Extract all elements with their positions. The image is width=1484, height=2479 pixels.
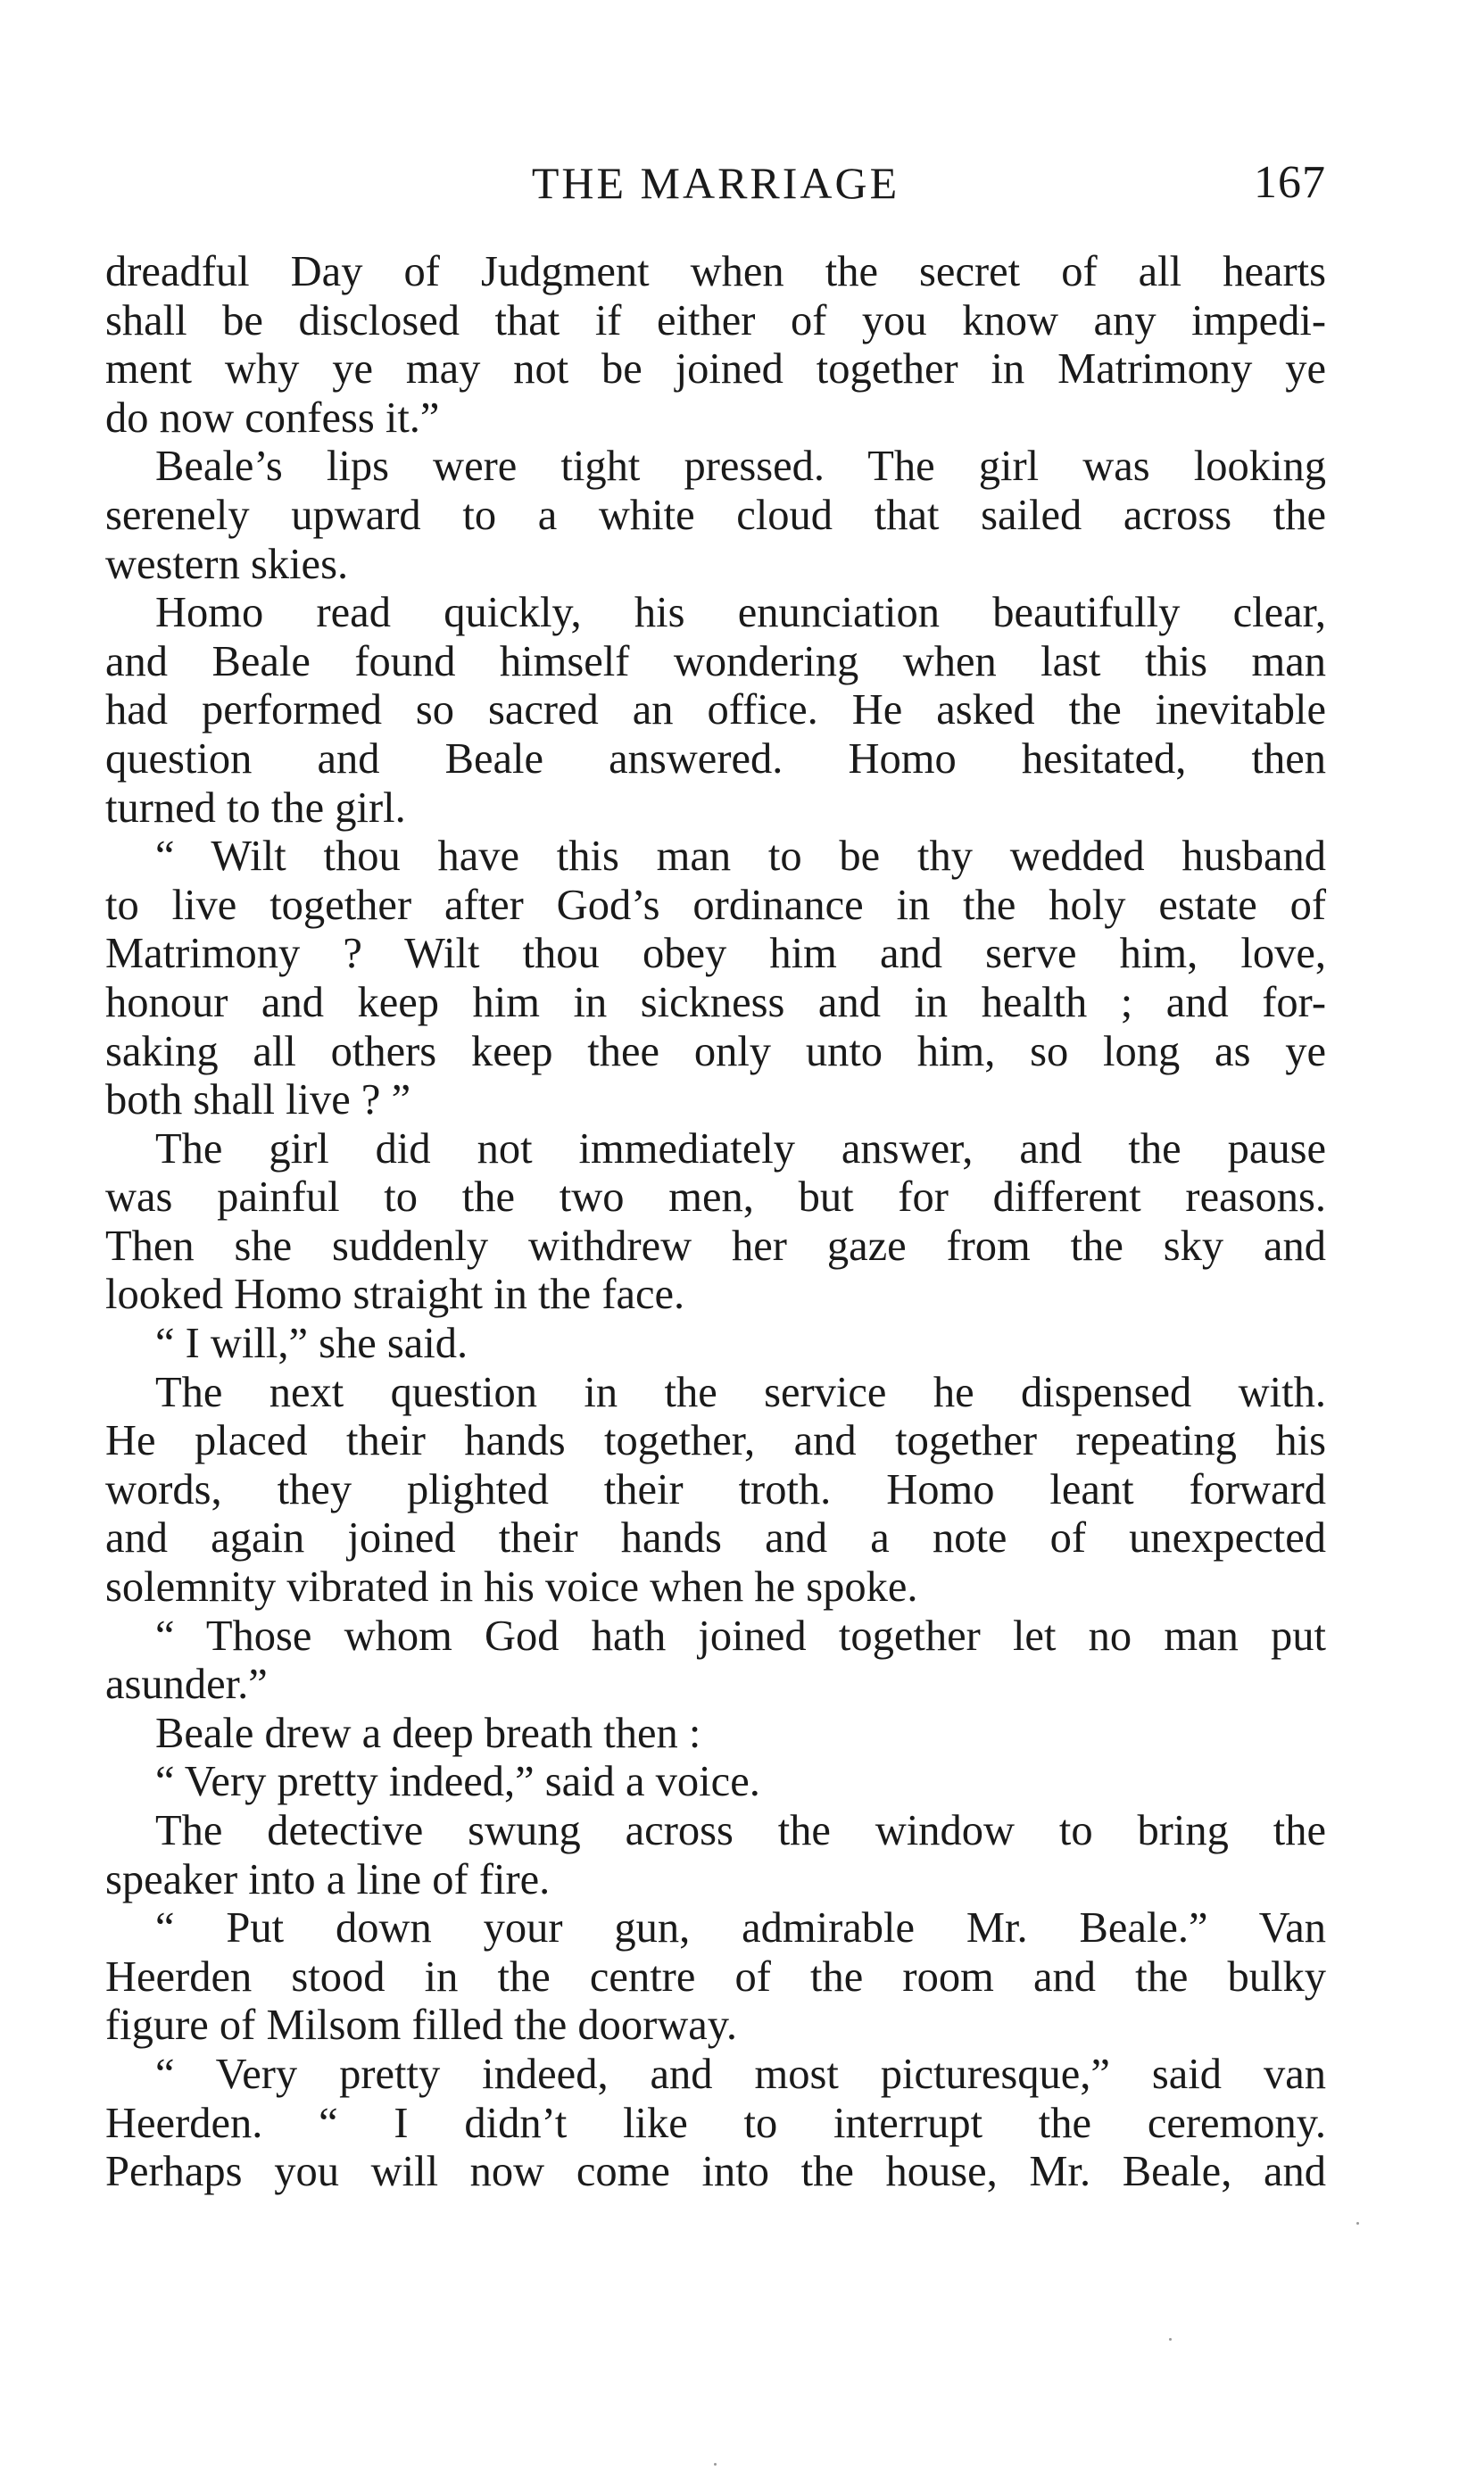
text-line: and Beale found himself wondering when last this man <box>105 637 1326 685</box>
text-line: The detective swung across the window to bring the <box>155 1807 1326 1854</box>
paper-speck <box>1356 2222 1359 2225</box>
text-line: The next question in the service he dispensed with. <box>155 1368 1326 1416</box>
text-line: figure of Milsom filled the doorway. <box>105 2002 738 2050</box>
running-head <box>105 152 1326 214</box>
text-line: Perhaps you will now come into the house, Mr. Beale, and <box>105 2148 1326 2196</box>
text-line: both shall live ? ” <box>105 1076 411 1124</box>
text-line: Heerden. “ I didn’t like to interrupt the ceremony. <box>105 2099 1326 2147</box>
text-line: western skies. <box>105 540 349 588</box>
text-line: was painful to the two men, but for different reasons. <box>105 1173 1326 1222</box>
text-line: The girl did not immediately answer, and the pause <box>155 1124 1326 1173</box>
text-line: Then she suddenly withdrew her gaze from the sky and <box>105 1222 1326 1270</box>
text-line: to live together after God’s ordinance in the holy estate of <box>105 881 1326 929</box>
text-line: dreadful Day of Judgment when the secret of all hearts <box>105 248 1326 295</box>
chapter-title: THE MARRIAGE <box>531 158 900 208</box>
text-line: He placed their hands together, and together repeating his <box>105 1417 1326 1465</box>
text-line: Heerden stood in the centre of the room and the bulky <box>105 1953 1326 2001</box>
text-line: “ Very pretty indeed, and most picturesque,” said van <box>155 2050 1326 2098</box>
text-line: turned to the girl. <box>105 783 406 832</box>
text-line: “ Very pretty indeed,” said a voice. <box>155 1758 760 1806</box>
text-line: shall be disclosed that if either of you know any impedi- <box>105 296 1326 344</box>
text-line: “ Those whom God hath joined together let no man put <box>155 1612 1326 1660</box>
text-line: had performed so sacred an office. He asked the inevitable <box>105 686 1326 734</box>
text-line: Matrimony ? Wilt thou obey him and serve him, love, <box>105 930 1326 978</box>
text-line: and again joined their hands and a note of unexpected <box>105 1514 1326 1563</box>
text-line: do now confess it.” <box>105 394 440 442</box>
text-line: “ Put down your gun, admirable Mr. Beale.” Van <box>155 1904 1326 1953</box>
paper-speck <box>714 2463 717 2466</box>
text-line: Beale’s lips were tight pressed. The girl was looking <box>155 443 1326 491</box>
text-line: asunder.” <box>105 1661 268 1709</box>
text-line: Beale drew a deep breath then : <box>155 1709 701 1757</box>
text-line: question and Beale answered. Homo hesitated, then <box>105 734 1326 783</box>
page-number: 167 <box>1254 157 1326 208</box>
text-line: honour and keep him in sickness and in health ; and for- <box>105 978 1326 1026</box>
text-line: ment why ye may not be joined together in Matrimony ye <box>105 345 1326 394</box>
text-line: words, they plighted their troth. Homo leant forward <box>105 1465 1326 1513</box>
paper-speck <box>1169 2338 1172 2341</box>
body-text <box>105 248 1326 2197</box>
text-line: “ I will,” she said. <box>155 1320 468 1368</box>
text-line: serenely upward to a white cloud that sailed across the <box>105 491 1326 539</box>
text-line: solemnity vibrated in his voice when he spoke. <box>105 1563 918 1612</box>
text-line: “ Wilt thou have this man to be thy wedded husband <box>155 833 1326 881</box>
text-line: speaker into a line of fire. <box>105 1855 551 1903</box>
text-line: looked Homo straight in the face. <box>105 1271 685 1319</box>
text-line: saking all others keep thee only unto him, so long as ye <box>105 1027 1326 1075</box>
text-line: Homo read quickly, his enunciation beautifully clear, <box>155 589 1326 637</box>
